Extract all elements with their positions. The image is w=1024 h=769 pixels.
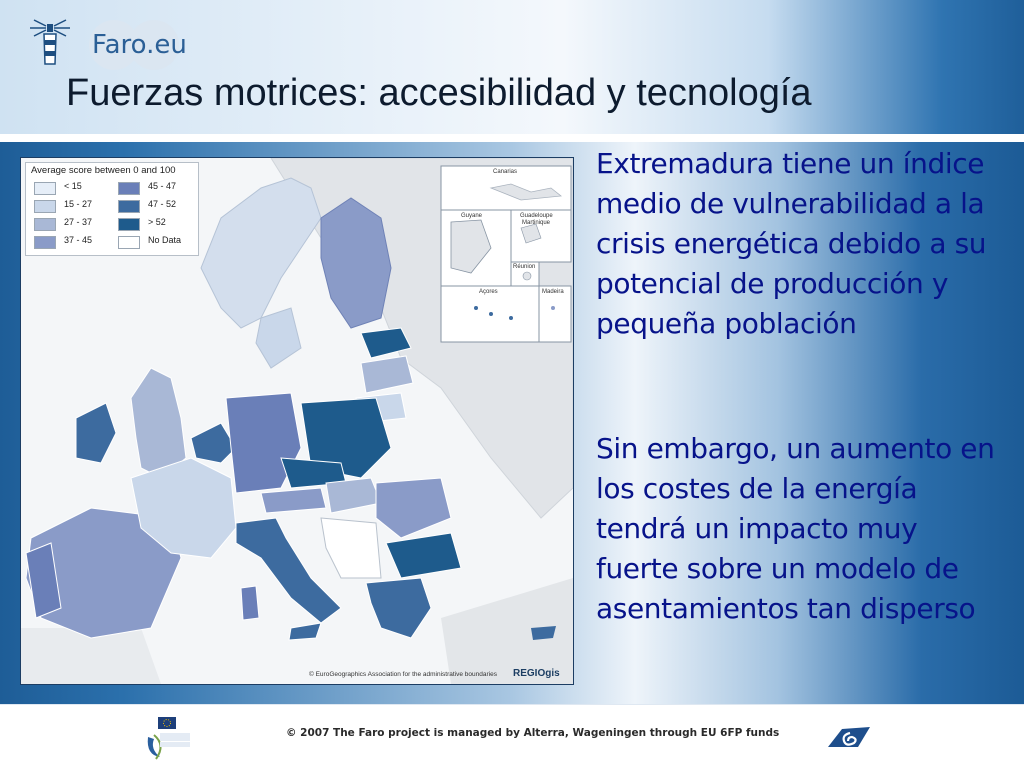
inset-label-guadeloupe: Guadeloupe (520, 213, 553, 219)
legend-label: > 52 (148, 217, 166, 227)
inset-label-guyane: Guyane (461, 213, 483, 219)
inset-label-canarias: Canarias (493, 169, 518, 175)
legend-item (118, 181, 198, 195)
body-paragraph-1: Extremadura tiene un índice medio de vulnerabilidad a la crisis energética debido a su potencial de producción y pequeña población (596, 147, 987, 340)
europe-vulnerability-map (20, 157, 574, 685)
map-credit: © EuroGeographics Association for the administrative boundaries (309, 671, 497, 678)
inset-label-reunion: Réunion (513, 264, 536, 270)
legend-label: 37 - 45 (64, 235, 93, 245)
legend-item (34, 199, 114, 213)
inset-label-acores: Açores (479, 289, 498, 295)
regiogis-logo: REGIOgis (513, 668, 560, 679)
legend-item (34, 235, 114, 249)
legend-swatch (34, 200, 56, 213)
inset-label-madeira: Madeira (542, 289, 564, 295)
legend-label: No Data (148, 235, 182, 245)
legend-title: Average score between 0 and 100 (31, 165, 176, 176)
map-legend (25, 162, 199, 256)
legend-item (34, 217, 114, 231)
legend-item (118, 217, 198, 231)
legend-swatch (118, 236, 140, 249)
brand-name: Faro.eu (92, 30, 187, 60)
legend-swatch (34, 236, 56, 249)
legend-label: 45 - 47 (148, 181, 177, 191)
footer (0, 704, 1024, 769)
eu-flag-icon (140, 715, 200, 761)
legend-swatch (34, 182, 56, 195)
legend-label: < 15 (64, 181, 82, 191)
legend-item (118, 199, 198, 213)
legend-swatch (34, 218, 56, 231)
legend-swatch (118, 218, 140, 231)
footer-copyright: © 2007 The Faro project is managed by Alterra, Wageningen through EU 6FP funds (286, 727, 780, 739)
fp6-icon (824, 723, 874, 753)
legend-label: 27 - 37 (64, 217, 93, 227)
legend-item (118, 235, 198, 249)
eu-sustainability-logo (140, 715, 200, 761)
fp6-logo (824, 723, 874, 753)
legend-item (34, 181, 114, 195)
body-paragraph-2: Sin embargo, un aumento en los costes de la energía tendrá un impacto muy fuerte sobre un modelo de asentamientos tan disperso (596, 432, 995, 625)
header-divider (0, 134, 1024, 142)
legend-label: 47 - 52 (148, 199, 177, 209)
legend-swatch (118, 200, 140, 213)
legend-label: 15 - 27 (64, 199, 93, 209)
inset-label-martinique: Martinique (522, 220, 551, 226)
legend-swatch (118, 182, 140, 195)
slide-title: Fuerzas motrices: accesibilidad y tecnología (66, 72, 812, 114)
